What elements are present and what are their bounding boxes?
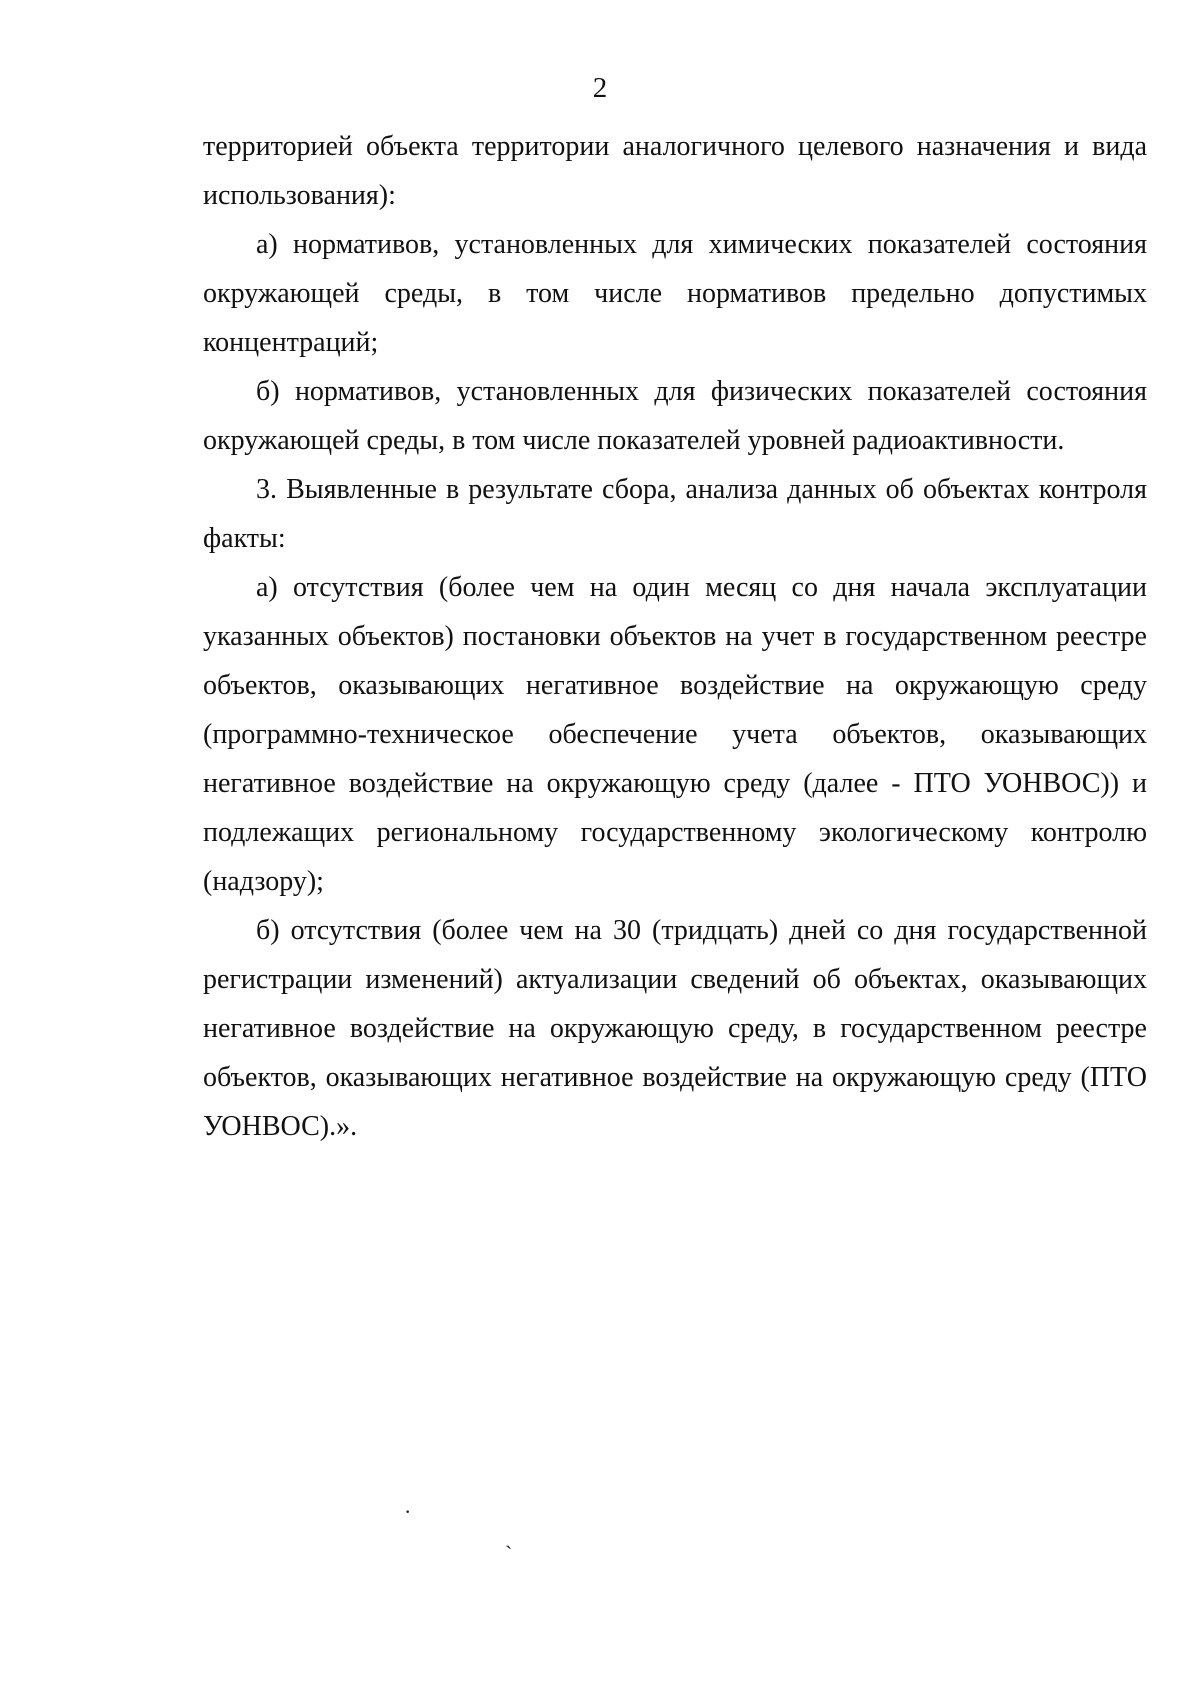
scan-speck-mark: `	[505, 1541, 513, 1566]
paragraph-section-3: 3. Выявленные в результате сбора, анализа данных об объектах контроля факты:	[203, 474, 1147, 554]
paragraph-item-b-physical: б) нормативов, установленных для физических показателей состояния окружающей среды, в том числе показателей уровней радиоактивности.	[203, 376, 1147, 456]
paragraph-item-b-update: б) отсутствия (более чем на 30 (тридцать) дней со дня государственной регистрации изменений) актуализации сведений об объектах, оказывающих негативное воздействие на окружающую среду, в государственном реестре объектов, оказывающих негативное воздействие на окружающую среду (ПТО УОНВОС).».	[203, 915, 1147, 1142]
scan-speck-mark: ·	[404, 1499, 412, 1524]
page-number: 2	[592, 72, 608, 104]
paragraph-item-a-registration: а) отсутствия (более чем на один месяц со дня начала эксплуатации указанных объектов) постановки объектов на учет в государственном реестре объектов, оказывающих негативное воздействие на окружающую среду (программно-техническое обеспечение учета объектов, оказывающих негативное воздействие на окружающую среду (далее - ПТО УОНВОС)) и подлежащих региональному государственному экологическому контролю (надзору);	[203, 572, 1147, 897]
paragraph-continuation: территорией объекта территории аналогичного целевого назначения и вида использования):	[203, 131, 1147, 211]
document-body	[203, 122, 1147, 1151]
paragraph-item-a-chemical: а) нормативов, установленных для химических показателей состояния окружающей среды, в том числе нормативов предельно допустимых концентраций;	[203, 229, 1147, 358]
